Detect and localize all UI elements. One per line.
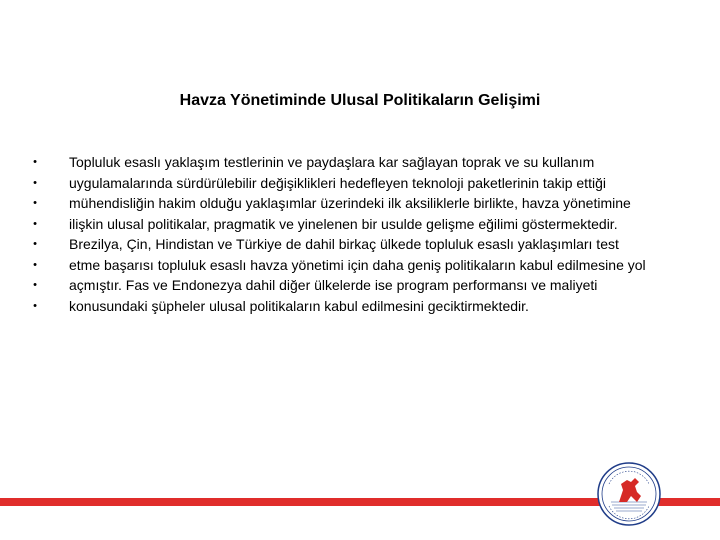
bullet-text: konusundaki şüpheler ulusal politikaların kabul edilmesini geciktirmektedir. — [69, 297, 529, 314]
university-emblem-icon — [597, 462, 661, 526]
bullet-dot: • — [33, 279, 37, 291]
bullet-dot: • — [33, 299, 37, 312]
bullet-text: açmıştır. Fas ve Endonezya dahil diğer ülkelerde ise program performansı ve maliyeti — [69, 277, 598, 293]
bullet-item — [30, 255, 690, 276]
bullet-item — [30, 296, 690, 317]
bullet-text: ilişkin ulusal politikalar, pragmatik ve yinelenen bir usulde gelişme eğilimi göstermektedir. — [69, 215, 618, 232]
bullet-item — [30, 275, 690, 296]
bullet-dot: • — [33, 176, 37, 189]
bullet-text: etme başarısı topluluk esaslı havza yönetimi için daha geniş politikaların kabul edilmesine yol — [69, 256, 646, 273]
bullet-text: uygulamalarında sürdürülebilir değişiklikleri hedefleyen teknoloji paketlerinin takip ettiği — [69, 174, 606, 191]
slide-title: Havza Yönetiminde Ulusal Politikaların Gelişimi — [179, 92, 541, 109]
bullet-item — [30, 193, 690, 214]
bullet-list — [30, 152, 690, 316]
bullet-item — [30, 152, 690, 173]
bullet-dot: • — [33, 238, 37, 250]
bullet-item — [30, 173, 690, 194]
bullet-item — [30, 234, 690, 255]
bullet-text: Brezilya, Çin, Hindistan ve Türkiye de dahil birkaç ülkede topluluk esaslı yaklaşımları test — [69, 236, 619, 252]
bullet-dot: • — [33, 258, 37, 271]
bullet-dot: • — [33, 217, 37, 230]
bullet-dot: • — [33, 197, 37, 209]
bullet-item — [30, 214, 690, 235]
bullet-text: Topluluk esaslı yaklaşım testlerinin ve paydaşlara kar sağlayan toprak ve su kullanım — [69, 154, 595, 170]
bullet-text: mühendisliğin hakim olduğu yaklaşımlar üzerindeki ilk aksiliklerle birlikte, havza yönetimine — [69, 195, 631, 211]
bullet-dot: • — [33, 156, 37, 168]
